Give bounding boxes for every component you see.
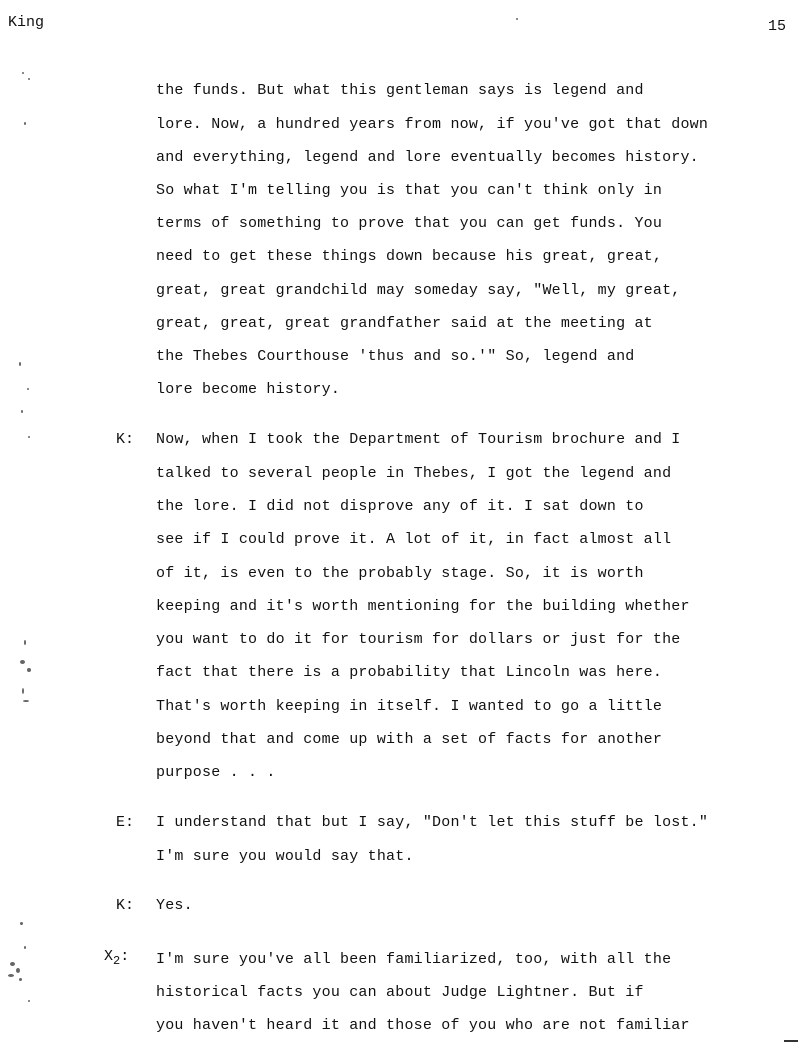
text-line: historical facts you can about Judge Lightner. But if <box>156 984 644 1001</box>
text-line: you haven't heard it and those of you who are not familiar <box>156 1017 690 1034</box>
text-line: purpose . . . <box>156 764 276 781</box>
speaker-subscript: 2 <box>113 954 121 968</box>
text-line: I'm sure you've all been familiarized, too, with all the <box>156 951 672 968</box>
speaker-label: K: <box>116 897 135 914</box>
text-line: That's worth keeping in itself. I wanted to go a little <box>156 698 663 715</box>
speaker-label: E: <box>116 814 135 831</box>
text-line: the lore. I did not disprove any of it. I sat down to <box>156 498 644 515</box>
text-line: I'm sure you would say that. <box>156 848 414 865</box>
text-line: the funds. But what this gentleman says is legend and <box>156 82 644 99</box>
text-line: fact that there is a probability that Lincoln was here. <box>156 664 663 681</box>
text-line: the Thebes Courthouse 'thus and so.'" So, legend and <box>156 348 635 365</box>
speaker-label: K: <box>116 431 135 448</box>
text-line: lore. Now, a hundred years from now, if you've got that down <box>156 116 709 133</box>
text-line: great, great grandchild may someday say, "Well, my great, <box>156 282 681 299</box>
text-line: and everything, legend and lore eventually becomes history. <box>156 149 699 166</box>
text-line: Yes. <box>156 897 193 914</box>
text-line: of it, is even to the probably stage. So, it is worth <box>156 565 644 582</box>
text-line: beyond that and come up with a set of facts for another <box>156 731 663 748</box>
text-line: terms of something to prove that you can get funds. You <box>156 215 663 232</box>
text-line: need to get these things down because his great, great, <box>156 248 663 265</box>
text-line: you want to do it for tourism for dollars or just for the <box>156 631 681 648</box>
speaker-letter: X <box>104 948 114 965</box>
header-speaker-name: King <box>8 14 45 31</box>
page-number: 15 <box>768 18 787 35</box>
text-line: Now, when I took the Department of Tourism brochure and I <box>156 431 681 448</box>
speaker-label <box>104 948 129 968</box>
speaker-colon: : <box>120 948 130 965</box>
text-line: So what I'm telling you is that you can't think only in <box>156 182 663 199</box>
text-line: lore become history. <box>156 381 341 398</box>
text-line: I understand that but I say, "Don't let this stuff be lost." <box>156 814 709 831</box>
text-line: talked to several people in Thebes, I got the legend and <box>156 465 672 482</box>
text-line: great, great, great grandfather said at the meeting at <box>156 315 653 332</box>
text-line: see if I could prove it. A lot of it, in fact almost all <box>156 531 672 548</box>
text-line: keeping and it's worth mentioning for the building whether <box>156 598 690 615</box>
